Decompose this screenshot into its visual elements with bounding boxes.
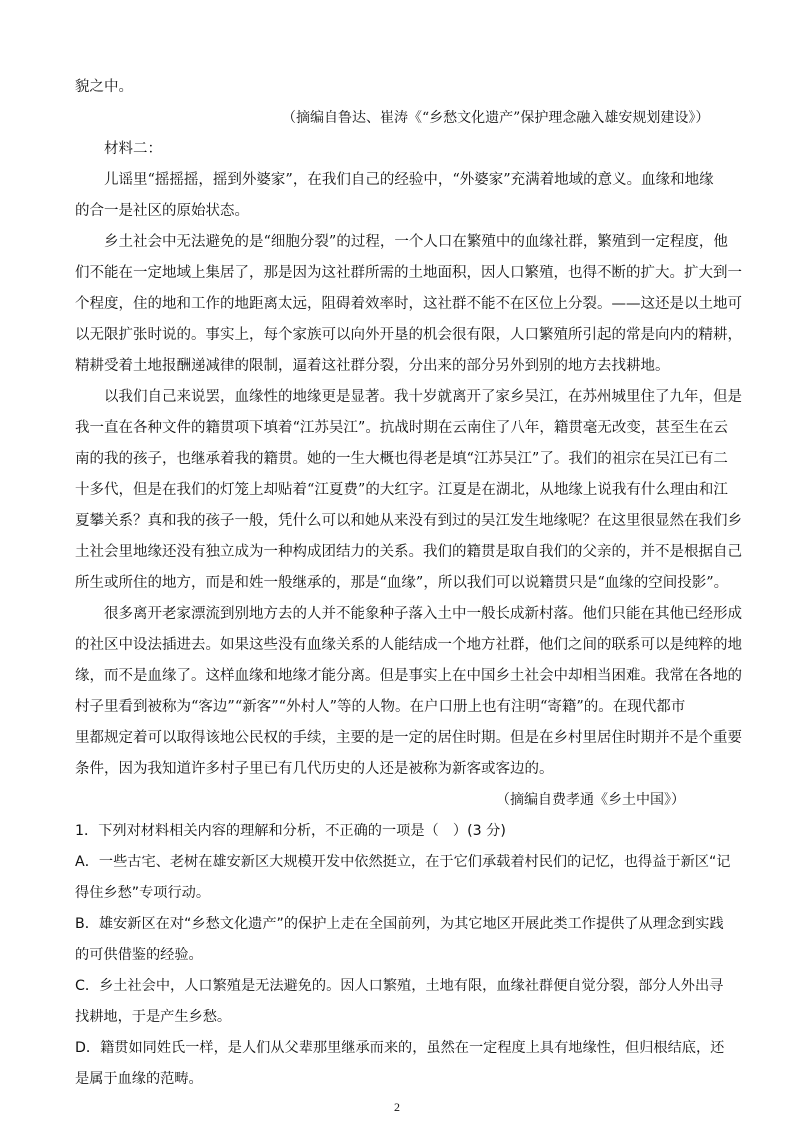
text-line: 南的我的孩子，也继承着我的籍贯。她的一生大概也得老是填“江苏吴江”了。我们的祖宗在吴江已有二 bbox=[75, 451, 728, 467]
text-line: 们不能在一定地域上集居了，那是因为这社群所需的土地面积，因人口繁殖，也得不断的扩大。扩大到一 bbox=[75, 265, 742, 281]
page-number: 2 bbox=[394, 1100, 400, 1114]
text-line: 乡土社会中无法避免的是“细胞分裂”的过程，一个人口在繁殖中的血缘社群，繁殖到一定程度，他 bbox=[104, 234, 728, 250]
option-a-line-1: A．一些古宅、老树在雄安新区大规模开发中依然挺立，在于它们承载着村民们的记忆，也得益于新区“记 bbox=[75, 854, 731, 870]
text-line: 貌之中。 bbox=[75, 79, 133, 95]
text-line: 所生或所住的地方，而是和姓一般继承的，那是“血缘”，所以我们可以说籍贯只是“血缘的空间投影”。 bbox=[75, 575, 729, 591]
text-line: 夏攀关系？真和我的孩子一般，凭什么可以和她从来没有到过的吴江发生地缘呢？在这里很显然在我们乡 bbox=[75, 513, 742, 529]
text-line: 村子里看到被称为“客边”“新客”“外村人”等的人物。在户口册上也有注明“寄籍”的。在现代都市 bbox=[75, 699, 686, 715]
text-line: 以我们自己来说罢，血缘性的地缘更是显著。我十岁就离开了家乡吴江，在苏州城里住了九年，但是 bbox=[104, 389, 742, 405]
section-heading-material-2: 材料二： bbox=[104, 141, 162, 157]
option-c-line-1: C．乡土社会中，人口繁殖是无法避免的。因人口繁殖，土地有限，血缘社群便自觉分裂，部分人外出寻 bbox=[75, 978, 724, 994]
text-line: 的社区中设法插进去。如果这些没有血缘关系的人能结成一个地方社群，他们之间的联系可以是纯粹的地 bbox=[75, 637, 742, 653]
question-stem: 1．下列对材料相关内容的理解和分析，不正确的一项是（ ）(3 分) bbox=[75, 823, 506, 839]
text-line: 个程度，住的地和工作的地距离太远，阻碍着效率时，这社群不能不在区位上分裂。——这还是以土地可 bbox=[75, 296, 742, 312]
text-line: 里都规定着可以取得该地公民权的手续，主要的是一定的居住时期。但是在乡村里居住时期并不是个重要 bbox=[75, 730, 742, 746]
option-b-line-2: 的可供借鉴的经验。 bbox=[75, 947, 203, 963]
option-a-line-2: 得住乡愁”专项行动。 bbox=[75, 885, 211, 901]
text-line: 缘，而不是血缘了。这样血缘和地缘才能分离。但是事实上在中国乡土社会中却相当困难。我常在各地的 bbox=[75, 668, 742, 684]
text-line: 以无限扩张时说的。事实上，每个家族可以向外开垦的机会很有限，人口繁殖所引起的常是向内的精耕， bbox=[75, 327, 742, 343]
option-b-line-1: B．雄安新区在对“乡愁文化遗产”的保护上走在全国前列，为其它地区开展此类工作提供了从理念到实践 bbox=[75, 916, 724, 932]
text-line: 很多离开老家漂流到别地方去的人并不能象种子落入土中一般长成新村落。他们只能在其他已经形成 bbox=[104, 606, 742, 622]
text-line: 的合一是社区的原始状态。 bbox=[75, 203, 249, 219]
text-line: 条件，因为我知道许多村子里已有几代历史的人还是被称为新客或客边的。 bbox=[75, 761, 554, 777]
text-line: 我一直在各种文件的籍贯项下填着“江苏吴江”。抗战时期在云南住了八年，籍贯毫无改变，甚至生在云 bbox=[75, 420, 728, 436]
source-citation-2: （摘编自费孝通《乡土中国》） bbox=[496, 792, 685, 808]
option-c-line-2: 找耕地，于是产生乡愁。 bbox=[75, 1009, 232, 1025]
text-line: 土社会里地缘还没有独立成为一种构成团结力的关系。我们的籍贯是取自我们的父亲的，并不是根据自己 bbox=[75, 544, 742, 560]
text-line: 十多代，但是在我们的灯笼上却贴着“江夏费”的大红字。江夏是在湖北，从地缘上说我有什么理由和江 bbox=[75, 482, 728, 498]
source-citation-1: （摘编自鲁达、崔涛《“乡愁文化遗产”保护理念融入雄安规划建设》） bbox=[282, 110, 710, 126]
option-d-line-2: 是属于血缘的范畴。 bbox=[75, 1071, 203, 1087]
text-line: 儿谣里“摇摇摇，摇到外婆家”，在我们自己的经验中，“外婆家”充满着地域的意义。血缘和地缘 bbox=[104, 172, 714, 188]
option-d-line-1: D．籍贯如同姓氏一样，是人们从父辈那里继承而来的，虽然在一定程度上具有地缘性，但归根结底，还 bbox=[75, 1040, 725, 1056]
text-line: 精耕受着土地报酬递减律的限制，逼着这社群分裂，分出来的部分另外到别的地方去找耕地。 bbox=[75, 358, 670, 374]
